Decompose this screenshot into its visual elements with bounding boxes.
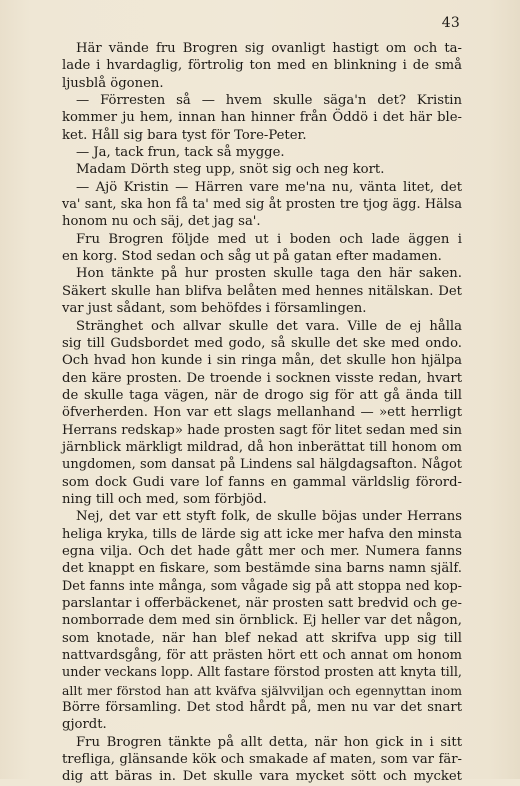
text-line: egna vilja. Och det hade gått mer och mer. Numera fanns [62,543,462,559]
text-line: var just sådant, som behöfdes i församlingen. [62,301,367,317]
text-line: Hon tänkte på hur prosten skulle taga den här saken. [76,266,462,282]
text-line: som dock Gudi vare lof fanns en gammal världslig förord- [62,474,462,490]
text-line: ning till och med, som förbjöd. [62,491,267,507]
text-line: Börre församling. Det stod hårdt på, men nu var det snart [62,700,462,716]
text-line: Stränghet och allvar skulle det vara. Ville de ej hålla [76,318,462,334]
text-line: lade i hvardaglig, förtrolig ton med en blinkning i de små [62,58,462,74]
text-line: — Förresten så — hvem skulle säga'n det? Kristin [76,93,462,109]
text-line: som knotade, när han blef nekad att skrifva upp sig till [62,630,462,646]
text-line: Fru Brogren följde med ut i boden och lade äggen i [76,231,462,247]
text-line: ungdomen, som dansat på Lindens sal hälgdagsafton. Något [62,457,462,473]
page-number: 43 [441,15,460,31]
text-line: Fru Brogren tänkte på allt detta, när hon gick in i sitt [76,734,462,750]
text-line: heliga kryka, tills de lärde sig att icke mer hafva den minsta [62,526,462,542]
text-line: järnblick märkligt mildrad, då hon inberättat till honom om [62,439,462,455]
text-line: Här vände fru Brogren sig ovanligt hastigt om och ta- [76,41,462,56]
text-line: — Ja, tack frun, tack så mygge. [76,145,285,161]
text-line: det knappt en fiskare, som bestämde sina barns namn själf. [62,561,462,577]
text-line: honom nu och säj, det jag sa'. [62,214,261,230]
text-line: öfverherden. Hon var ett slags mellanhand — »ett herrligt [62,405,462,421]
text-line: nattvardsgång, för att prästen hört ett och annat om honom [62,648,462,664]
text-line: Säkert skulle han blifva belåten med hennes nitälskan. Det [62,283,462,299]
text-line: Herrans redskap» hade prosten sagt för litet sedan med sin [62,422,463,438]
text-line: Nej, det var ett styft folk, de skulle böjas under Herrans [76,509,462,525]
text-line: kommer ju hem, innan han hinner från Öddö i det här ble- [62,110,462,126]
text-line: Det fanns inte många, som vågade sig på att stoppa ned kop- [62,578,462,594]
text-line: trefliga, glänsande kök och smakade af maten, som var fär- [62,752,462,768]
body-text [62,40,462,786]
text-line: ljusblå ögonen. [62,75,164,91]
text-line: de skulle taga vägen, när de drogo sig för att gå ända till [62,387,462,403]
text-line: Madam Dörth steg upp, snöt sig och neg kort. [76,162,385,178]
text-line: — Ajö Kristin — Härren vare me'na nu, vänta litet, det [76,179,462,195]
text-line: gjordt. [62,717,107,733]
text-line: sig till Gudsbordet med godo, så skulle det ske med ondo. [62,335,462,351]
text-line: nomborrade dem med sin örnblick. Ej heller var det någon, [62,613,462,629]
text-line: allt mer förstod han att kväfva självviljan och egennyttan inom [62,682,462,698]
text-line: under veckans lopp. Allt fastare förstod prosten att knyta till, [62,665,462,681]
text-line: dig att bäras in. Det skulle vara mycket sött och mycket [62,769,462,785]
text-line: va' sant, ska hon få ta' med sig åt prosten tre tjog ägg. Hälsa [62,197,462,213]
text-line: ket. Håll sig bara tyst för Tore-Peter. [62,127,307,143]
text-line: den käre prosten. De troende i socknen visste redan, hvart [62,370,462,386]
text-line: en korg. Stod sedan och såg ut på gatan efter madamen. [62,249,442,265]
text-line: parslantar i offerbäckenet, när prosten satt bredvid och ge- [62,596,462,611]
text-line: Och hvad hon kunde i sin ringa mån, det skulle hon hjälpa [62,353,462,369]
